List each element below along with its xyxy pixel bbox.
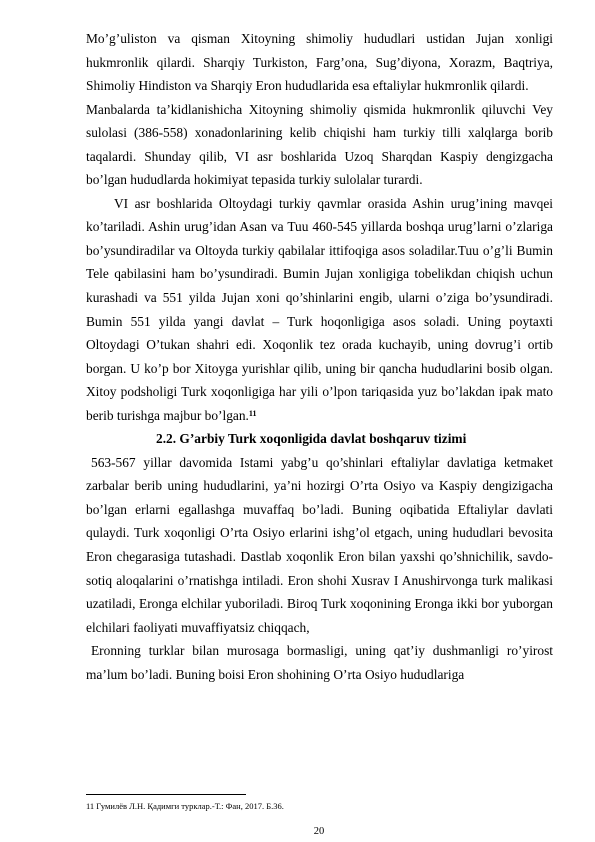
- section-heading: 2.2. G’arbiy Turk xoqonligida davlat boshqaruv tizimi: [156, 431, 467, 447]
- body-text: [86, 27, 553, 686]
- footnote-separator: [86, 794, 246, 795]
- paragraph-3: [86, 192, 553, 427]
- page-number: 20: [313, 826, 325, 837]
- footnote-ref[interactable]: 11: [248, 408, 257, 418]
- paragraph-1: Mo’g’uliston va qisman Xitoyning shimoliy hududlari ustidan Jujan xonligi hukmronlik qilardi. Sharqiy Turkiston, Farg’ona, Sug’diyona, Xorazm, Baqtriya, Shimoliy Hindiston va Sharqiy Eron hududlarida esa eftaliylar hukmronlik qilardi.: [86, 31, 553, 94]
- paragraph-4: 563-567 yillar davomida Istami yabg’u qo’shinlari eftaliylar davlatiga ketmaket zarbalar berib uning hududlarini, ya’ni hozirgi O’rta Osiyo va Kaspiy dengizigacha bo’lgan erlarni egallashga muvaffaq bo’ladi. Buning oqibatida Eftaliylar davlati qulaydi. Turk xoqonligi O’rta Osiyo erlarini ishg’ol etgach, uning hududlari bevosita Eron chegarasiga tutashadi. Dastlab xoqonlik Eron bilan yaxshi qo’shnichilik, savdo-sotiq aloqalarini o’rnatishga intiladi. Eron shohi Xusrav I Anushirvonga turk malikasi uzatiladi, Eronga elchilar yuboriladi. Biroq Turk xoqonining Eronga ikki bor yuborgan elchilari faoliyati muvaffiyatsiz chiqqach,: [86, 454, 553, 635]
- footnote: 11 Гумилёв Л.Н. Қадимги турклар.-Т.: Фан, 2017. Б.36.: [86, 801, 284, 811]
- paragraph-2: Manbalarda ta’kidlanishicha Xitoyning shimoliy qismida hukmronlik qiluvchi Vey sulolasi (386-558) xonadonlarining kelib chiqishi ham turkiy tilli xalqlarga borib taqalardi. Shunday qilib, VI asr boshlarida Uzoq Sharqdan Kaspiy dengizgacha bo’lgan hududlarda hokimiyat tepasida turkiy sulolalar turardi.: [86, 101, 553, 188]
- paragraph-5: Eronning turklar bilan murosaga bormasligi, uning qat’iy dushmanligi ro’yirost ma’lum bo’ladi. Buning boisi Eron shohining O’rta Osiyo hududlariga: [86, 643, 553, 682]
- paragraph-3-text: VI asr boshlarida Oltoydagi turkiy qavmlar orasida Ashin urug’ining mavqei ko’tariladi. Ashin urug’idan Asan va Tuu 460-545 yillarda boshqa urug’larni o’zlariga bo’ysundiradilar va Oltoyda turkiy qabilalar ittifoqiga asos soladilar.Tuu o’g’li Bumin Tele qabilasini ham bo’ysundiradi. Bumin Jujan xonligiga tobelikdan chiqish uchun kurashadi va 551 yilda Jujan xoni qo’shinlarini engib, ularni o’ziga bo’ysundiradi. Bumin 551 yilda yangi davlat – Turk hoqonligiga asos soladi. Uning poytaxti Oltoydagi O’tukan shahri edi. Xoqonlik tez orada kuchayib, uning dovrug’i ortib borgan. U ko’p bor Xitoyga yurishlar qilib, uning bir qancha hududlarini bosib olgan. Xitoy podsholigi Turk xoqonligiga har yili o’lpon tariqasida yuz bo’lakdan ipak mato berib turishga majbur bo’lgan.: [86, 195, 553, 423]
